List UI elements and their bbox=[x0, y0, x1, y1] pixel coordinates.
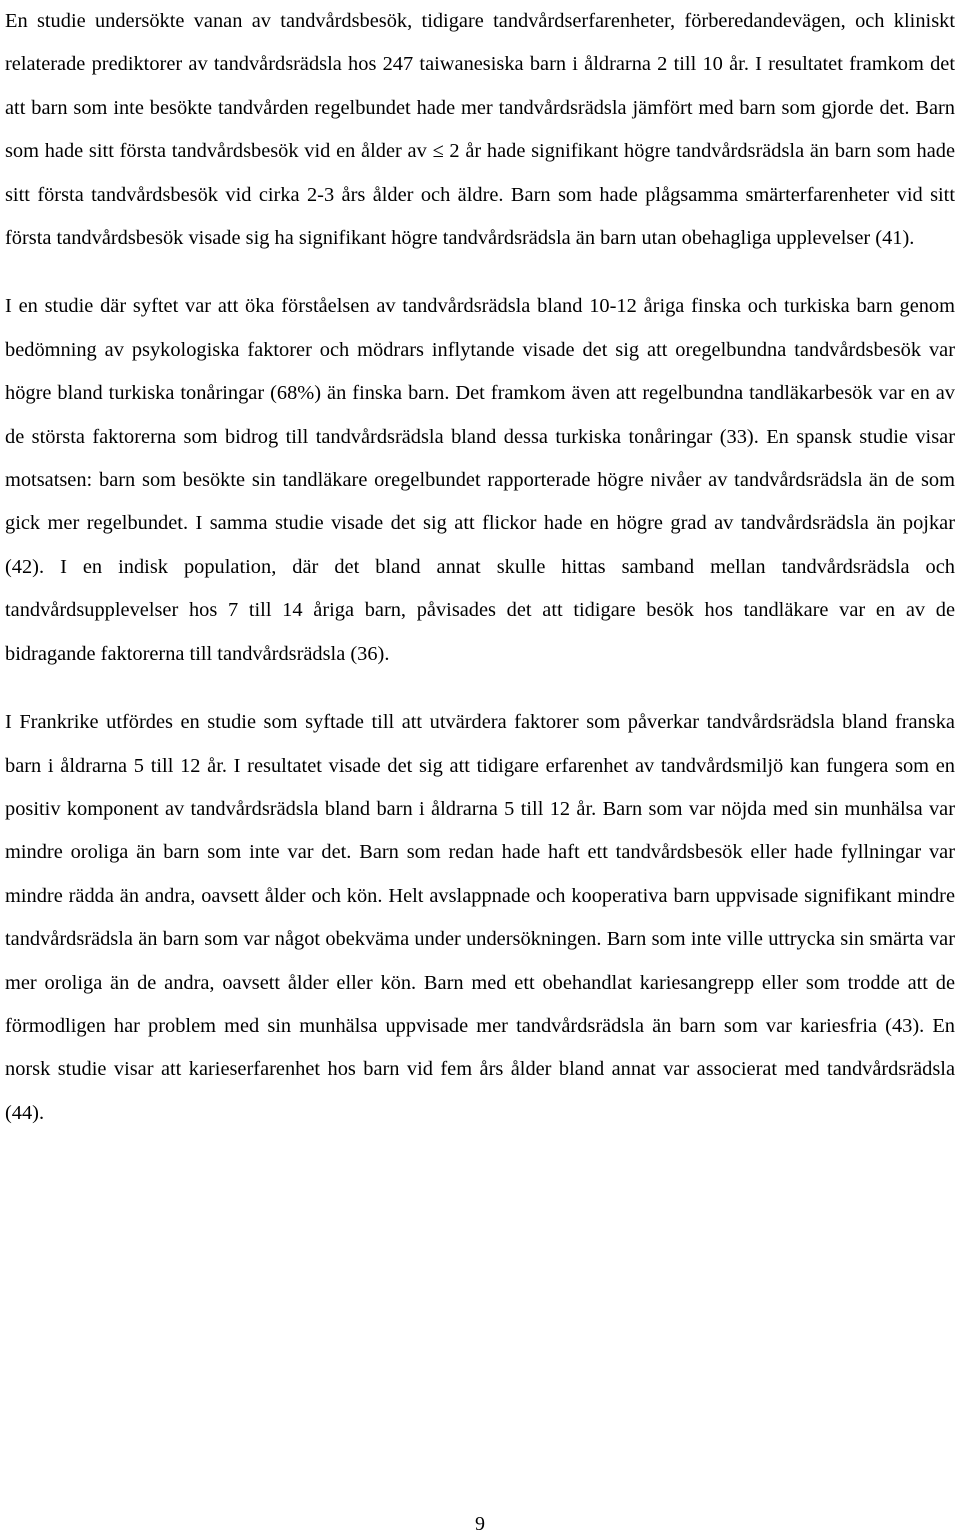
paragraph-french-study: I Frankrike utfördes en studie som syftade till att utvärdera faktorer som påverkar tandvårdsrädsla bland franska barn i åldrarna 5 till 12 år. I resultatet visade det sig att tidigare erfarenhet av tandvårdsmiljö kan fungera som en positiv komponent av tandvårdsrädsla bland barn i åldrarna 5 till 12 år. Barn som var nöjda med sin munhälsa var mindre oroliga än barn som inte var det. Barn som redan hade haft ett tandvårdsbesök eller hade fyllningar var mindre rädda än andra, oavsett ålder och kön. Helt avslappnade och kooperativa barn uppvisade signifikant mindre tandvårdsrädsla än barn som var något obekväma under undersökningen. Barn som inte ville uttrycka sin smärta var mer oroliga än de andra, oavsett ålder eller kön. Barn med ett obehandlat kariesangrepp eller som trodde att de förmodligen har problem med sin munhälsa uppvisade mer tandvårdsrädsla än barn som var kariesfria (43). En norsk studie visar att karieserfarenhet hos barn vid fem års ålder bland annat var associerat med tandvårdsrädsla (44). bbox=[5, 711, 955, 1124]
paragraph-taiwan-study: En studie undersökte vanan av tandvårdsbesök, tidigare tandvårdserfarenheter, förberedandevägen, och kliniskt relaterade prediktorer av tandvårdsrädsla hos 247 taiwanesiska barn i åldrarna 2 till 10 år. I resultatet framkom det att barn som inte besökte tandvården regelbundet hade mer tandvårdsrädsla jämfört med barn som gjorde det. Barn som hade sitt första tandvårdsbesök vid en ålder av ≤ 2 år hade signifikant högre tandvårdsrädsla än barn som hade sitt första tandvårdsbesök vid cirka 2-3 års ålder och äldre. Barn som hade plågsamma smärterfarenheter vid sitt första tandvårdsbesök visade sig ha signifikant högre tandvårdsrädsla än barn utan obehagliga upplevelser (41). bbox=[5, 10, 955, 250]
paragraph-finnish-turkish-study: I en studie där syftet var att öka förståelsen av tandvårdsrädsla bland 10-12 åriga finska och turkiska barn genom bedömning av psykologiska faktorer och mödrars inflytande visade det sig att oregelbundna tandvårdsbesök var högre bland turkiska tonåringar (68%) än finska barn. Det framkom även att regelbundna tandläkarbesök var en av de största faktorerna som bidrog till tandvårdsrädsla bland dessa turkiska tonåringar (33). En spansk studie visar motsatsen: barn som besökte sin tandläkare oregelbundet rapporterade högre nivåer av tandvårdsrädsla än de som gick mer regelbundet. I samma studie visade det sig att flickor hade en högre grad av tandvårdsrädsla än pojkar (42). I en indisk population, där det bland annat skulle hittas samband mellan tandvårdsrädsla och tandvårdsupplevelser hos 7 till 14 åriga barn, påvisades det att tidigare besök hos tandläkare var en av de bidragande faktorerna till tandvårdsrädsla (36). bbox=[5, 295, 955, 665]
document-page bbox=[5, 0, 955, 1135]
page-number: 9 bbox=[475, 1513, 485, 1535]
